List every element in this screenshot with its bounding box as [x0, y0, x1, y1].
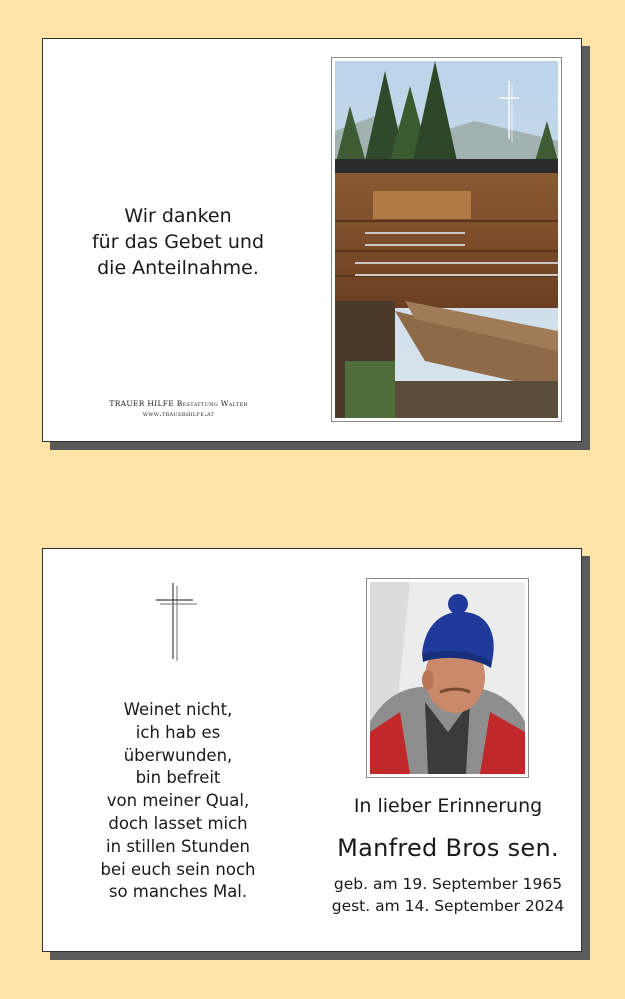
poem-line: in stillen Stunden	[106, 836, 250, 856]
poem-line: überwunden,	[123, 745, 233, 765]
brand-url: www.trauerhilfe.at	[142, 409, 215, 418]
portrait-photo	[366, 578, 529, 778]
thanks-line: Wir danken	[124, 205, 232, 227]
man-portrait	[370, 582, 525, 774]
thank-you-card	[42, 38, 582, 442]
memorial-card	[42, 548, 582, 952]
cross-icon	[155, 581, 201, 665]
poem-line: bei euch sein noch	[100, 859, 256, 879]
funeral-home-credit	[91, 399, 266, 419]
thank-you-text	[73, 203, 283, 281]
death-date: gest. am 14. September 2024	[331, 897, 565, 915]
landscape-photo	[331, 57, 562, 422]
brand-name: TRAUER HILFE Bestattung Walter	[109, 399, 248, 408]
poem-line: von meiner Qual,	[106, 791, 250, 811]
poem-line: doch lasset mich	[108, 813, 248, 833]
thanks-line: die Anteilnahme.	[97, 257, 259, 279]
poem-line: Weinet nicht,	[123, 700, 233, 719]
poem-line: so manches Mal.	[108, 882, 248, 902]
poem	[83, 699, 273, 904]
birth-date: geb. am 19. September 1965	[333, 875, 563, 893]
deceased-name: Manfred Bros sen.	[337, 834, 559, 862]
poem-line: ich hab es	[135, 722, 221, 742]
memory-heading: In lieber Erinnerung	[353, 795, 543, 817]
thanks-line: für das Gebet und	[91, 231, 265, 253]
wooden-hut-photo	[335, 61, 558, 418]
poem-line: bin befreit	[135, 768, 221, 788]
life-dates	[313, 873, 583, 917]
